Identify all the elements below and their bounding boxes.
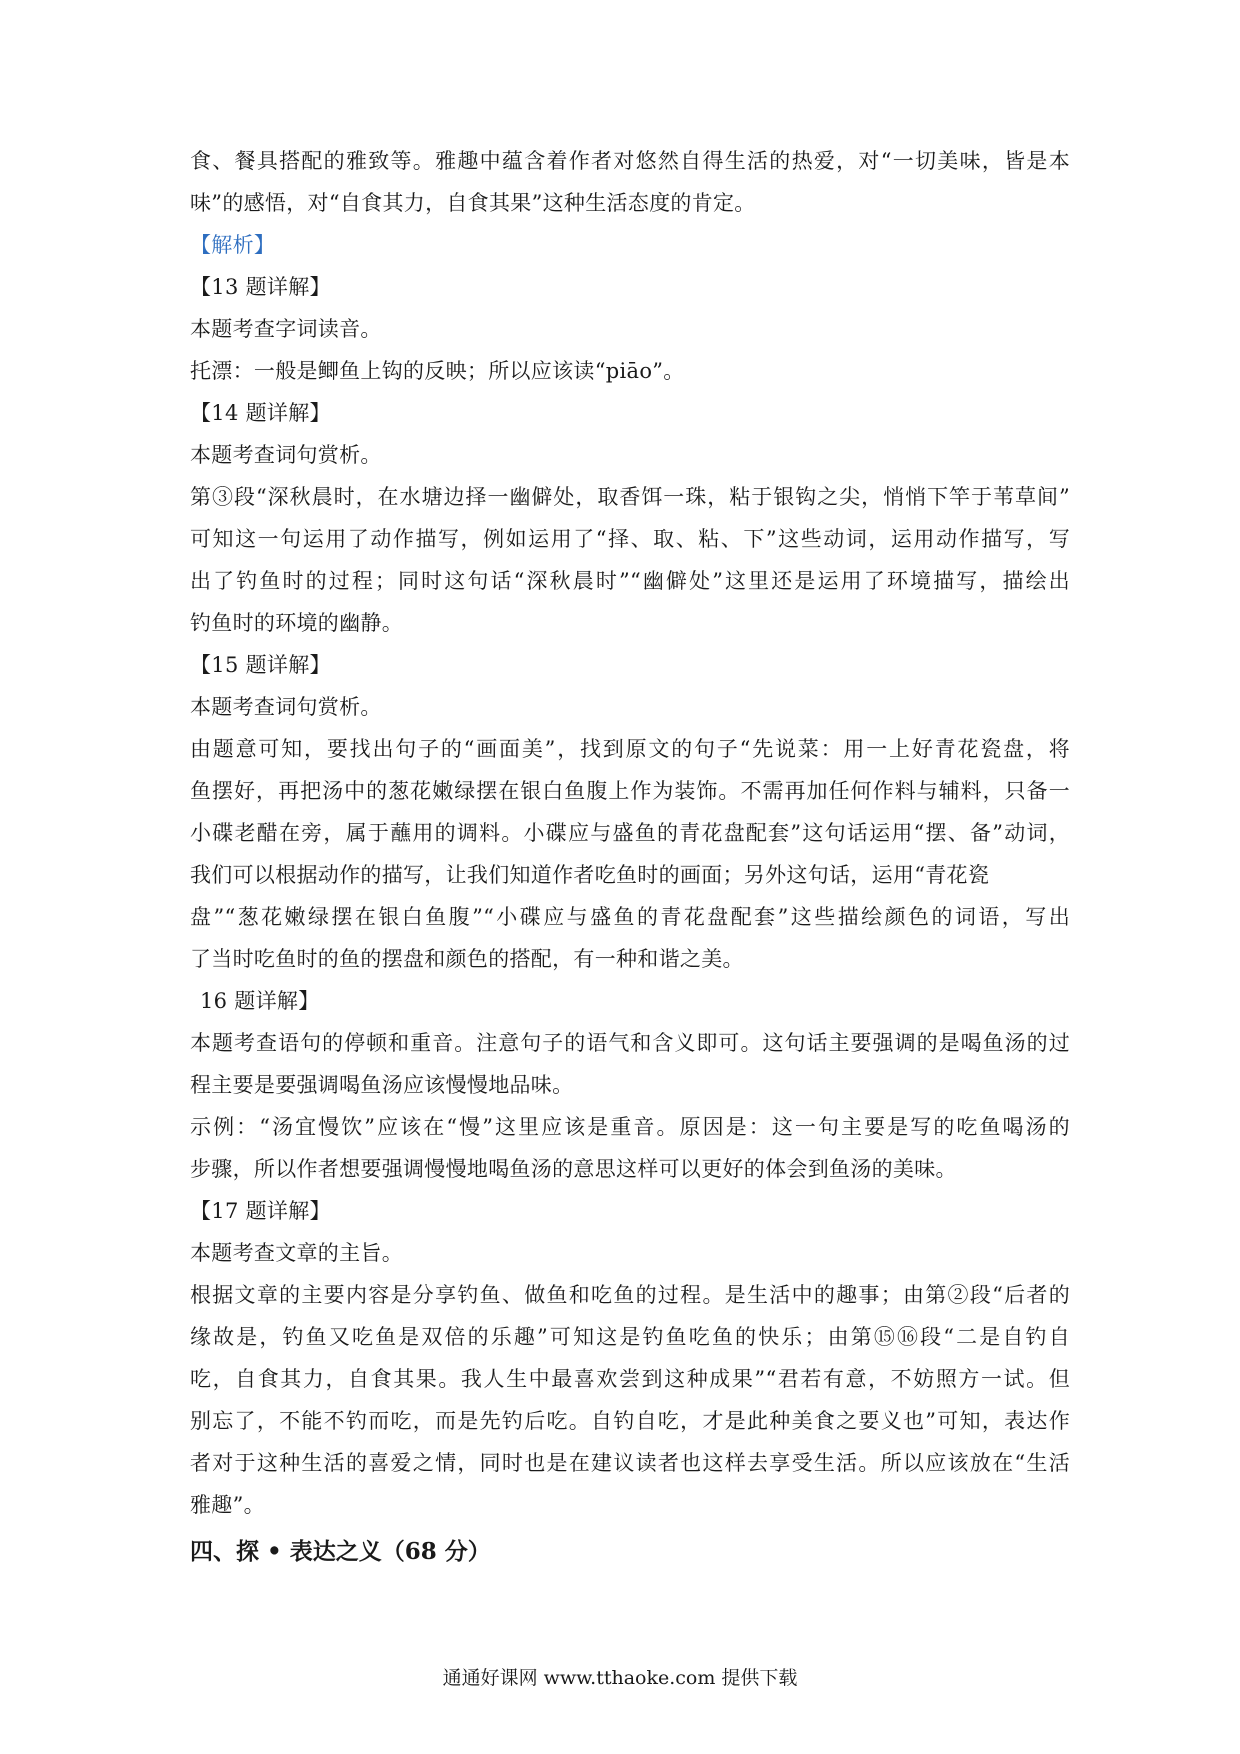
paragraph-line: 吃，自食其力，自食其果。我人生中最喜欢尝到这种成果”“君若有意，不妨照方一试。但 xyxy=(190,1367,1070,1391)
paragraph-line: 可知这一句运用了动作描写，例如运用了“择、取、粘、下”这些动词，运用动作描写，写 xyxy=(190,527,1070,551)
paragraph-line: 了当时吃鱼时的鱼的摆盘和颜色的搭配，有一种和谐之美。 xyxy=(190,947,744,971)
paragraph-line: 步骤，所以作者想要强调慢慢地喝鱼汤的意思这样可以更好的体会到鱼汤的美味。 xyxy=(190,1157,957,1181)
paragraph-line: 程主要是要强调喝鱼汤应该慢慢地品味。 xyxy=(190,1073,574,1097)
paragraph-line: 小碟老醋在旁，属于蘸用的调料。小碟应与盛鱼的青花盘配套”这句话运用“摆、备”动词， xyxy=(190,821,1070,845)
paragraph-line: 味”的感悟，对“自食其力，自食其果”这种生活态度的肯定。 xyxy=(190,191,756,215)
analysis-label: 【解析】 xyxy=(190,233,276,257)
paragraph-line: 由题意可知，要找出句子的“画面美”，找到原文的句子“先说菜：用一上好青花瓷盘，将 xyxy=(190,737,1070,761)
paragraph-line: 托漂：一般是鲫鱼上钩的反映；所以应该读“piāo”。 xyxy=(190,359,685,383)
paragraph-line: 食、餐具搭配的雅致等。雅趣中蕴含着作者对悠然自得生活的热爱，对“一切美味，皆是本 xyxy=(190,149,1070,173)
footer-source: 通通好课网 www.tthaoke.com 提供下载 xyxy=(442,1667,798,1689)
paragraph-line: 本题考查词句赏析。 xyxy=(190,695,382,719)
paragraph-line: 本题考查文章的主旨。 xyxy=(190,1241,403,1265)
question-17-title: 【17 题详解】 xyxy=(190,1199,331,1223)
paragraph-line: 别忘了，不能不钓而吃，而是先钓后吃。自钓自吃，才是此种美食之要义也”可知，表达作 xyxy=(190,1409,1070,1433)
question-15-title: 【15 题详解】 xyxy=(190,653,331,677)
question-14-title: 【14 题详解】 xyxy=(190,401,331,425)
paragraph-line: 钓鱼时的环境的幽静。 xyxy=(190,611,403,635)
paragraph-line: 本题考查字词读音。 xyxy=(190,317,382,341)
section-heading: 四、探 • 表达之义（68 分） xyxy=(190,1538,491,1565)
paragraph-line: 本题考查词句赏析。 xyxy=(190,443,382,467)
paragraph-line: 第③段“深秋晨时，在水塘边择一幽僻处，取香饵一珠，粘于银钩之尖，悄悄下竿于苇草间” xyxy=(190,485,1070,509)
paragraph-line: 示例：“汤宜慢饮”应该在“慢”这里应该是重音。原因是：这一句主要是写的吃鱼喝汤的 xyxy=(190,1115,1070,1139)
paragraph-line: 本题考查语句的停顿和重音。注意句子的语气和含义即可。这句话主要强调的是喝鱼汤的过 xyxy=(190,1031,1070,1055)
question-16-title: 16 题详解】 xyxy=(200,989,320,1013)
paragraph-line: 我们可以根据动作的描写，让我们知道作者吃鱼时的画面；另外这句话，运用“青花瓷 xyxy=(190,863,990,887)
paragraph-line: 雅趣”。 xyxy=(190,1493,265,1517)
paragraph-line: 鱼摆好，再把汤中的葱花嫩绿摆在银白鱼腹上作为装饰。不需再加任何作料与辅料，只备一 xyxy=(190,779,1070,803)
paragraph-line: 者对于这种生活的喜爱之情，同时也是在建议读者也这样去享受生活。所以应该放在“生活 xyxy=(190,1451,1070,1475)
question-13-title: 【13 题详解】 xyxy=(190,275,331,299)
paragraph-line: 缘故是，钓鱼又吃鱼是双倍的乐趣”可知这是钓鱼吃鱼的快乐；由第⑮⑯段“二是自钓自 xyxy=(190,1325,1070,1349)
document-body xyxy=(190,140,1070,1576)
paragraph-line: 出了钓鱼时的过程；同时这句话“深秋晨时”“幽僻处”这里还是运用了环境描写，描绘出 xyxy=(190,569,1070,593)
paragraph-line: 盘”“葱花嫩绿摆在银白鱼腹”“小碟应与盛鱼的青花盘配套”这些描绘颜色的词语，写出 xyxy=(190,905,1070,929)
paragraph-line: 根据文章的主要内容是分享钓鱼、做鱼和吃鱼的过程。是生活中的趣事；由第②段“后者的 xyxy=(190,1283,1070,1307)
